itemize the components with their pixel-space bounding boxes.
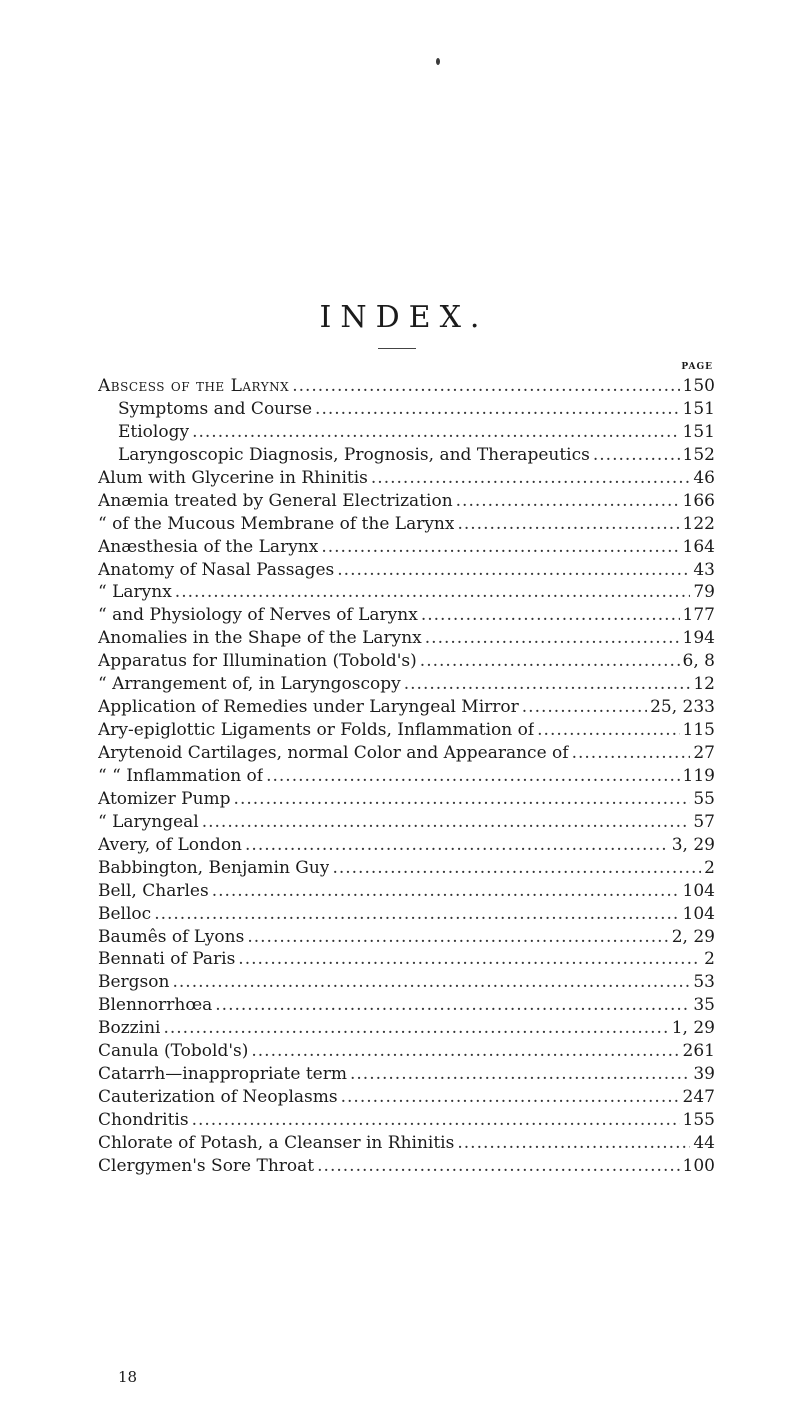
index-entry xyxy=(0,857,800,880)
index-entry xyxy=(0,513,800,536)
entry-page-number: 115 xyxy=(682,720,715,741)
dot-leader xyxy=(247,926,668,949)
index-entry xyxy=(0,1109,800,1132)
dot-leader xyxy=(371,467,690,490)
index-entry xyxy=(0,1086,800,1109)
index-entry xyxy=(0,903,800,926)
entry-page-number: 12 xyxy=(693,674,715,695)
dot-leader xyxy=(212,880,680,903)
dot-leader xyxy=(163,1017,668,1040)
entry-page-number: 150 xyxy=(682,376,715,396)
index-entry xyxy=(0,581,800,604)
index-entry xyxy=(0,696,800,719)
entry-page-number: 261 xyxy=(682,1041,715,1062)
entry-label: Symptoms and Course xyxy=(118,398,313,419)
index-entry xyxy=(0,742,800,765)
index-entry xyxy=(0,559,800,582)
entry-label: Anomalies in the Shape of the Larynx xyxy=(98,628,422,649)
entry-page-number: 151 xyxy=(682,398,715,419)
entry-page-number: 104 xyxy=(682,880,715,901)
dot-leader xyxy=(421,604,680,627)
dot-leader xyxy=(251,1040,679,1063)
entry-label: Chondritis xyxy=(98,1110,189,1130)
index-entry xyxy=(0,1132,800,1155)
dot-leader xyxy=(202,811,691,834)
entry-page-number: 2 xyxy=(704,857,715,878)
index-entry xyxy=(0,1063,800,1086)
index-entry xyxy=(0,467,800,490)
index-entry xyxy=(0,788,800,811)
entry-label: Etiology xyxy=(118,421,190,442)
index-entry xyxy=(0,719,800,742)
entry-page-number: 122 xyxy=(682,513,715,534)
page-title: INDEX. xyxy=(319,300,489,335)
dot-leader xyxy=(332,857,701,880)
entry-page-number: 177 xyxy=(682,605,715,626)
dot-leader xyxy=(404,673,691,696)
index-entry xyxy=(0,1155,800,1178)
index-entry xyxy=(0,765,800,788)
dot-leader xyxy=(425,627,680,650)
entry-label: Application of Remedies under Laryngeal Mirror xyxy=(98,697,519,718)
entry-label: Arytenoid Cartilages, normal Color and Appearance of xyxy=(98,743,569,763)
index-entry xyxy=(0,880,800,903)
entry-page-number: 57 xyxy=(693,811,715,832)
entry-label: Canula (Tobold's) xyxy=(98,1041,249,1062)
signature-mark: 18 xyxy=(118,1368,138,1386)
dot-leader xyxy=(321,536,679,559)
index-entry xyxy=(0,398,800,421)
entry-page-number: 247 xyxy=(682,1087,715,1108)
entry-page-number: 35 xyxy=(693,995,715,1016)
dot-leader xyxy=(315,398,680,421)
entry-page-number: 46 xyxy=(693,467,715,488)
index-entry xyxy=(0,971,800,994)
entry-label: Apparatus for Illumination (Tobold's) xyxy=(98,651,417,672)
entry-page-number: 55 xyxy=(693,788,715,809)
index-entry xyxy=(0,994,800,1017)
entry-page-number: 155 xyxy=(682,1110,715,1130)
entry-page-number: 79 xyxy=(693,582,715,603)
index-entry xyxy=(0,375,800,398)
dot-leader xyxy=(337,559,690,582)
ink-speck xyxy=(436,58,440,65)
dot-leader xyxy=(537,719,679,742)
entry-page-number: 44 xyxy=(693,1132,715,1153)
dot-leader xyxy=(266,765,679,788)
entry-label: Blennorrhœa xyxy=(98,995,213,1016)
index-entry xyxy=(0,421,800,444)
dot-leader xyxy=(215,994,690,1017)
entry-label: Bergson xyxy=(98,972,170,993)
entry-label: Bozzini xyxy=(98,1018,161,1039)
entry-page-number: 194 xyxy=(682,628,715,649)
entry-label: Anatomy of Nasal Passages xyxy=(98,559,335,580)
dot-leader xyxy=(350,1063,690,1086)
dot-leader xyxy=(420,650,680,673)
dot-leader xyxy=(234,788,691,811)
index-entry xyxy=(0,811,800,834)
entry-page-number: 100 xyxy=(682,1155,715,1176)
entry-label: Catarrh—inappropriate term xyxy=(98,1064,347,1085)
entry-page-number: 43 xyxy=(693,559,715,580)
entry-label: “ “ Inflammation of xyxy=(98,765,264,786)
dot-leader xyxy=(522,696,647,719)
entry-label: Belloc xyxy=(98,903,152,924)
title-rule xyxy=(378,348,416,349)
dot-leader xyxy=(154,903,679,926)
entry-label: Bell, Charles xyxy=(98,880,209,901)
entry-label: Babbington, Benjamin Guy xyxy=(98,857,330,878)
entry-label: “ Larynx xyxy=(98,582,172,603)
entry-page-number: 152 xyxy=(682,444,715,465)
entry-page-number: 166 xyxy=(682,490,715,511)
entry-page-number: 6, 8 xyxy=(682,651,715,672)
entry-page-number: 1, 29 xyxy=(671,1018,715,1039)
entry-page-number: 27 xyxy=(693,743,715,763)
index-entry xyxy=(0,1017,800,1040)
dot-leader xyxy=(172,971,690,994)
entry-label: Abscess of the Larynx xyxy=(98,376,290,396)
entry-label: Ary-epiglottic Ligaments or Folds, Inflammation of xyxy=(98,720,535,741)
entry-page-number: 3, 29 xyxy=(671,834,715,855)
dot-leader xyxy=(192,421,679,444)
entry-page-number: 25, 233 xyxy=(650,697,715,718)
index-entry xyxy=(0,948,800,971)
entry-label: “ Laryngeal xyxy=(98,811,199,832)
entry-label: Chlorate of Potash, a Cleanser in Rhinitis xyxy=(98,1132,455,1153)
entry-label: Alum with Glycerine in Rhinitis xyxy=(98,467,368,488)
entry-label: Baumês of Lyons xyxy=(98,926,245,947)
entry-page-number: 119 xyxy=(682,765,715,786)
entry-label: Atomizer Pump xyxy=(98,788,231,809)
entry-page-number: 151 xyxy=(682,421,715,442)
index-entry xyxy=(0,673,800,696)
entry-page-number: 2, 29 xyxy=(671,926,715,947)
entry-page-number: 104 xyxy=(682,903,715,924)
dot-leader xyxy=(457,1132,690,1155)
index-entry xyxy=(0,834,800,857)
entry-label: “ of the Mucous Membrane of the Larynx xyxy=(98,513,455,534)
dot-leader xyxy=(593,444,680,467)
entry-label: “ Arrangement of, in Laryngoscopy xyxy=(98,674,401,695)
entry-label: Avery, of London xyxy=(98,834,243,855)
entry-page-number: 53 xyxy=(693,972,715,993)
index-entry xyxy=(0,490,800,513)
dot-leader xyxy=(192,1109,680,1132)
dot-leader xyxy=(572,742,691,765)
index-entry xyxy=(0,536,800,559)
dot-leader xyxy=(341,1086,680,1109)
entry-label: Laryngoscopic Diagnosis, Prognosis, and Therapeutics xyxy=(118,444,590,465)
dot-leader xyxy=(175,581,691,604)
entry-page-number: 39 xyxy=(693,1064,715,1085)
index-entry xyxy=(0,627,800,650)
dot-leader xyxy=(292,375,679,398)
entry-label: Clergymen's Sore Throat xyxy=(98,1155,315,1176)
entry-label: Cauterization of Neoplasms xyxy=(98,1087,338,1108)
dot-leader xyxy=(317,1155,679,1178)
index-list xyxy=(0,375,800,1178)
entry-page-number: 2 xyxy=(704,949,715,970)
dot-leader xyxy=(238,948,701,971)
entry-page-number: 164 xyxy=(682,536,715,557)
entry-label: Anæmia treated by General Electrization xyxy=(98,490,453,511)
page-column-header: PAGE xyxy=(681,362,713,372)
index-entry xyxy=(0,926,800,949)
entry-label: Bennati of Paris xyxy=(98,949,236,970)
dot-leader xyxy=(456,490,680,513)
index-entry xyxy=(0,650,800,673)
dot-leader xyxy=(245,834,669,857)
index-entry xyxy=(0,1040,800,1063)
index-entry xyxy=(0,604,800,627)
entry-label: “ and Physiology of Nerves of Larynx xyxy=(98,605,418,626)
dot-leader xyxy=(457,513,679,536)
entry-label: Anæsthesia of the Larynx xyxy=(98,536,319,557)
index-entry xyxy=(0,444,800,467)
